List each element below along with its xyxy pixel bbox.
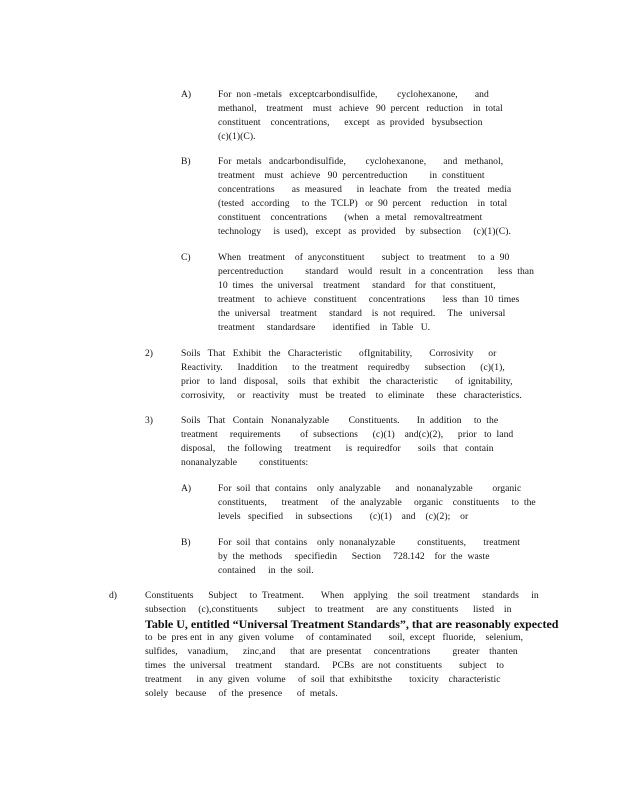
item-label-c1C: C) — [181, 252, 191, 263]
text-line: corrosivity, or reactivity must be treated to eliminate these characteristics. — [181, 390, 522, 401]
text-line: subsection (c),constituents subject to treatment are any constituents listed in — [145, 604, 512, 615]
text-line: contained in the soil. — [218, 565, 314, 576]
text-line: For non -metals exceptcarbondisulfide, cyclohexanone, and — [218, 89, 489, 100]
text-line: nonanalyzable constituents: — [181, 457, 309, 468]
text-line: to be pres ent in any given volume of contaminated soil, except fluoride, selenium, — [145, 632, 524, 643]
text-line: 10 times the universal treatment standard for that constituent, — [218, 280, 496, 291]
text-line: disposal, the following treatment is requiredfor soils that contain — [181, 443, 494, 454]
text-line: constituent concentrations (when a metal removaltreatment — [218, 212, 483, 223]
text-line: percentreduction standard would result in a concentration less than — [218, 266, 534, 277]
text-line: times the universal treatment standard. PCBs are not constituents subject to — [145, 660, 504, 671]
text-line: treatment requirements of subsections (c)(1) and(c)(2), prior to land — [181, 429, 514, 440]
item-label-c1B: B) — [181, 156, 191, 167]
text-line: concentrations as measured in leachate from the treated media — [218, 184, 512, 195]
text-line: Constituents Subject to Treatment. When applying the soil treatment standards in — [145, 590, 539, 601]
text-line: constituents, treatment of the analyzable organic constituents to the — [218, 497, 536, 508]
item-text-c3A — [218, 482, 536, 524]
item-text-c1A — [218, 88, 503, 144]
item-label-c1A: A) — [181, 89, 192, 100]
text-line: the universal treatment standard is not required. The universal — [218, 308, 506, 319]
bold-text-line: Table U, entitled “Universal Treatment Standards”, that are reasonably expected — [145, 617, 559, 631]
text-line: treatment standardsare identified in Table U. — [218, 322, 431, 333]
item-text-d — [145, 589, 558, 701]
text-line: levels specified in subsections (c)(1) and (c)(2); or — [218, 511, 469, 522]
item-label-c3: 3) — [145, 415, 153, 426]
text-line: When treatment of anyconstituent subject to treatment to a 90 — [218, 252, 510, 263]
text-line: treatment to achieve constituent concentrations less than 10 times — [218, 294, 520, 305]
text-line: technology is used), except as provided by subsection (c)(1)(C). — [218, 226, 511, 237]
text-line: For metals andcarbondisulfide, cyclohexanone, and methanol, — [218, 156, 504, 167]
item-text-c3B — [218, 536, 520, 578]
text-line: treatment must achieve 90 percentreduction in constituent — [218, 170, 485, 181]
text-line: prior to land disposal, soils that exhibit the characteristic of ignitability, — [181, 376, 513, 387]
text-line: Reactivity. Inaddition to the treatment requiredby subsection (c)(1), — [181, 362, 505, 373]
item-label-c2: 2) — [145, 348, 153, 359]
text-line: treatment in any given volume of soil that exhibitsthe toxicity characteristic — [145, 674, 501, 685]
text-line: (tested according to the TCLP) or 90 percent reduction in total — [218, 198, 508, 209]
text-line: For soil that contains only analyzable and nonanalyzable organic — [218, 483, 522, 494]
item-label-c3B: B) — [181, 537, 191, 548]
text-line: sulfides, vanadium, zinc,and that are presentat concentrations greater thanten — [145, 646, 518, 657]
item-text-c2 — [181, 347, 522, 403]
item-text-c3 — [181, 414, 513, 470]
text-line: Soils That Exhibit the Characteristic ofIgnitability, Corrosivity or — [181, 348, 497, 359]
text-line: (c)(1)(C). — [218, 131, 256, 142]
text-line: Soils That Contain Nonanalyzable Constituents. In addition to the — [181, 415, 499, 426]
text-line: For soil that contains only nonanalyzable constituents, treatment — [218, 537, 520, 548]
text-line: methanol, treatment must achieve 90 percent reduction in total — [218, 103, 503, 114]
text-line: solely because of the presence of metals. — [145, 688, 338, 699]
item-text-c1B — [218, 155, 511, 239]
text-line: constituent concentrations, except as provided bysubsection — [218, 117, 483, 128]
text-line: by the methods specifiedin Section 728.142 for the waste — [218, 551, 490, 562]
item-label-d: d) — [109, 590, 117, 601]
item-text-c1C — [218, 251, 534, 335]
item-label-c3A: A) — [181, 483, 192, 494]
